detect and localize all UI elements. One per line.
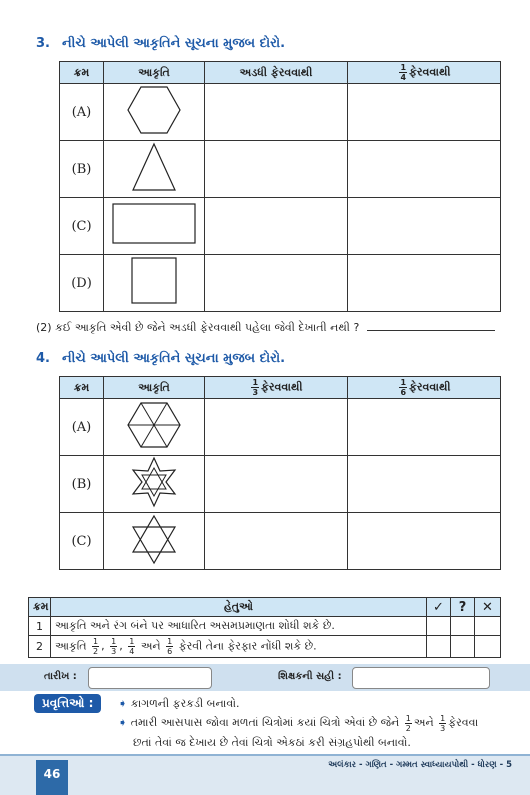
square-figure bbox=[104, 255, 205, 312]
q3-row-label: (C) bbox=[60, 198, 104, 255]
check-icon: ✓ bbox=[427, 598, 451, 617]
q3-number: 3. bbox=[36, 36, 50, 51]
q3-row-label: (B) bbox=[60, 141, 104, 198]
hexagon-figure bbox=[104, 84, 205, 141]
q3-header-figure: આકૃતિ bbox=[104, 62, 205, 84]
q4-answer-cell[interactable] bbox=[348, 513, 501, 570]
sub-question-text: કઈ આકૃતિ એવી છે જેને અડધી ફેરવવાથી પહેલા જેવી દેખાતી નથી ? bbox=[55, 321, 360, 334]
q3-table bbox=[59, 61, 501, 312]
q4-row-label: (B) bbox=[60, 456, 104, 513]
objective-question-box[interactable] bbox=[451, 636, 475, 658]
activity-line-3: છતાં તેવાં જ દેખાય છે તેવાં ચિત્રો એકઠાં કરી સંગ્રહપોથી બનાવો. bbox=[133, 736, 411, 749]
q3-header-half-turn: અડધી ફેરવવાથી bbox=[205, 62, 348, 84]
q3-answer-cell[interactable] bbox=[205, 84, 348, 141]
star-of-david-figure bbox=[104, 513, 205, 570]
q3-row-label: (A) bbox=[60, 84, 104, 141]
rectangle-figure bbox=[104, 198, 205, 255]
date-label: તારીખ : bbox=[44, 671, 77, 682]
objective-check-box[interactable] bbox=[427, 636, 451, 658]
six-point-star-figure bbox=[104, 456, 205, 513]
fraction-one-fourth: $\frac{1}{4}$ bbox=[400, 63, 407, 82]
signature-label: શિક્ષકની સહી : bbox=[278, 671, 342, 682]
q3-answer-cell[interactable] bbox=[205, 141, 348, 198]
fraction-one-third: $\frac{1}{3}$ bbox=[252, 378, 259, 397]
q4-answer-cell[interactable] bbox=[348, 399, 501, 456]
page-number: 46 bbox=[43, 767, 61, 781]
q4-title: નીચે આપેલી આકૃતિને સૂચના મુજબ દોરો. bbox=[62, 351, 286, 366]
q3-row-label: (D) bbox=[60, 255, 104, 312]
q3-answer-cell[interactable] bbox=[348, 198, 501, 255]
q4-table bbox=[59, 376, 501, 570]
q3-heading bbox=[36, 36, 285, 51]
q3-answer-cell[interactable] bbox=[348, 141, 501, 198]
q4-header-figure: આકૃતિ bbox=[104, 377, 205, 399]
q3-header-quarter-turn: $\frac{1}{4}$ ફેરવવાથી bbox=[348, 62, 501, 84]
q4-header-serial: ક્રમ bbox=[60, 377, 104, 399]
hexagon-diagonals-figure bbox=[104, 399, 205, 456]
objective-text: આકૃતિ અને રંગ બંને પર આધારિત અસમપ્રમાણતા શોધી શકે છે. bbox=[51, 617, 427, 636]
q3-header-serial: ક્રમ bbox=[60, 62, 104, 84]
footer-rule bbox=[0, 754, 530, 756]
objective-question-box[interactable] bbox=[451, 617, 475, 636]
q4-answer-cell[interactable] bbox=[205, 399, 348, 456]
activity-line-2: ➧ તમારી આસપાસ જોવા મળતાં ચિત્રોમાં કયાં ચિત્રો એવાં છે જેને $\frac{1}{2}$ અને $\frac{1}{3}$ ફેરવવા bbox=[118, 713, 479, 733]
q4-answer-cell[interactable] bbox=[205, 456, 348, 513]
q4-row-label: (A) bbox=[60, 399, 104, 456]
bullet-arrow-icon: ➧ bbox=[118, 697, 128, 710]
q4-row-label: (C) bbox=[60, 513, 104, 570]
cross-icon: ✕ bbox=[475, 598, 501, 617]
q4-heading bbox=[36, 351, 285, 366]
fraction-one-sixth: $\frac{1}{6}$ bbox=[400, 378, 407, 397]
q3-answer-cell[interactable] bbox=[205, 198, 348, 255]
q3-answer-cell[interactable] bbox=[348, 84, 501, 141]
objective-cross-box[interactable] bbox=[475, 617, 501, 636]
bullet-arrow-icon: ➧ bbox=[118, 716, 128, 729]
objective-cross-box[interactable] bbox=[475, 636, 501, 658]
objective-check-box[interactable] bbox=[427, 617, 451, 636]
date-field[interactable] bbox=[88, 667, 212, 689]
question-icon: ? bbox=[451, 598, 475, 617]
q3-title: નીચે આપેલી આકૃતિને સૂચના મુજબ દોરો. bbox=[62, 36, 286, 51]
q3-sub-question bbox=[36, 320, 495, 335]
q3-answer-cell[interactable] bbox=[205, 255, 348, 312]
objective-number: 1 bbox=[29, 617, 51, 636]
q3-answer-cell[interactable] bbox=[348, 255, 501, 312]
q4-header-sixth-turn: $\frac{1}{6}$ ફેરવવાથી bbox=[348, 377, 501, 399]
q4-answer-cell[interactable] bbox=[205, 513, 348, 570]
answer-blank-line[interactable] bbox=[367, 320, 495, 331]
activity-line-1: ➧ કાગળની ફરકડી બનાવો. bbox=[118, 697, 240, 710]
activities-tag: પ્રવૃત્તિઓ : bbox=[34, 694, 101, 713]
objective-number: 2 bbox=[29, 636, 51, 658]
signature-field[interactable] bbox=[352, 667, 490, 689]
q4-header-third-turn: $\frac{1}{3}$ ફેરવવાથી bbox=[205, 377, 348, 399]
objectives-header-title: હેતુઓ bbox=[51, 598, 427, 617]
triangle-figure bbox=[104, 141, 205, 198]
sub-question-number: (2) bbox=[36, 321, 52, 334]
objectives-header-serial: ક્રમ bbox=[29, 598, 51, 617]
page-number-badge bbox=[36, 760, 68, 795]
q4-number: 4. bbox=[36, 351, 50, 366]
q4-answer-cell[interactable] bbox=[348, 456, 501, 513]
objective-text: આકૃતિ $\frac{1}{2}$ , $\frac{1}{3}$ , $\frac{1}{4}$ અને $\frac{1}{6}$ ફેરવી તેના ફેરફાર નોંધી શકે છે. bbox=[51, 636, 427, 658]
objectives-table bbox=[28, 597, 501, 658]
footer-book-title: અલંકાર - ગણિત - ગમ્મત સ્વાધ્યાયપોથી - ધોરણ - 5 bbox=[328, 760, 512, 770]
